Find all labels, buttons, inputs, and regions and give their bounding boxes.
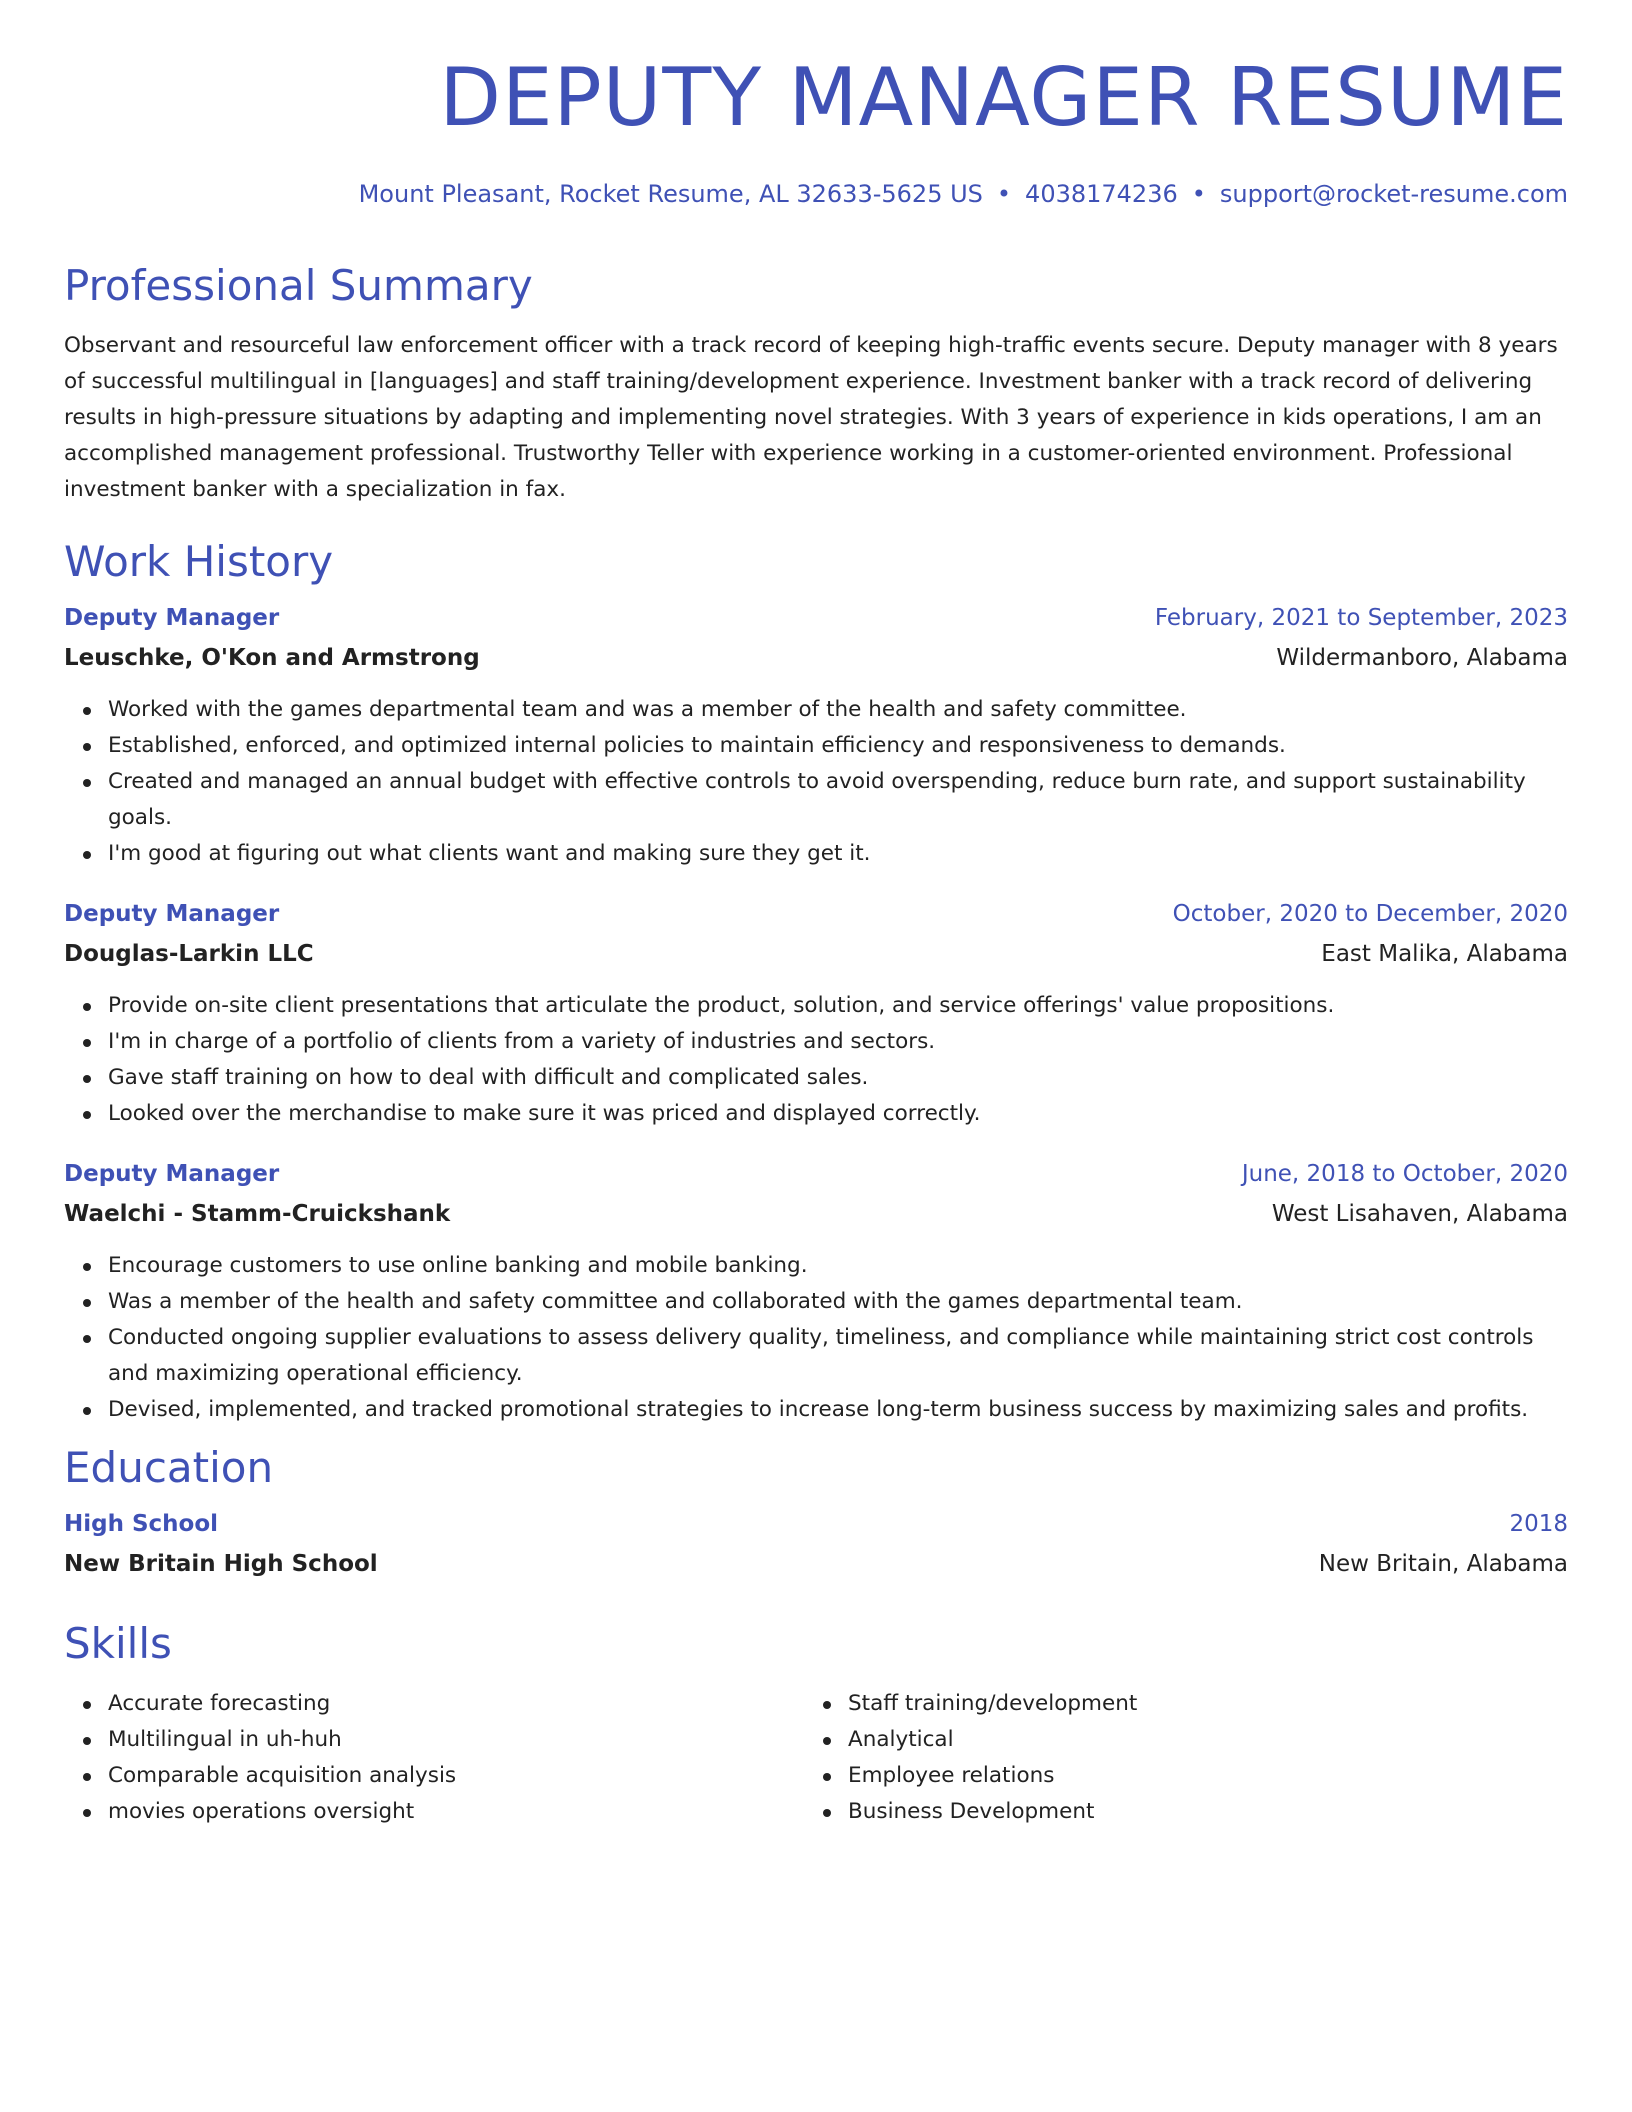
skills-list <box>804 1686 1544 1830</box>
skill-item: Business Development <box>848 1794 1544 1830</box>
job-entry <box>64 598 1568 872</box>
skills-column-right <box>804 1686 1544 1830</box>
summary-heading: Professional Summary <box>64 261 533 310</box>
job-bullets <box>64 1248 1568 1428</box>
job-company: Leuschke, O'Kon and Armstrong <box>64 645 480 671</box>
job-bullet: Established, enforced, and optimized internal policies to maintain efficiency and responsiveness to demands. <box>108 728 1568 764</box>
contact-separator: • <box>1191 180 1206 208</box>
summary-section <box>64 258 1568 508</box>
job-bullet: Devised, implemented, and tracked promotional strategies to increase long-term business success by maximizing sales and profits. <box>108 1392 1568 1428</box>
skills-column-left <box>64 1686 804 1830</box>
job-bullet: Encourage customers to use online banking and mobile banking. <box>108 1248 1568 1284</box>
education-school-row <box>64 1544 1568 1584</box>
skills-columns <box>64 1686 1568 1830</box>
work-history-section <box>64 534 1568 1428</box>
skill-item: Comparable acquisition analysis <box>108 1758 804 1794</box>
job-title: Deputy Manager <box>64 1161 280 1187</box>
job-title: Deputy Manager <box>64 901 280 927</box>
job-entry <box>64 1154 1568 1428</box>
skill-item: movies operations oversight <box>108 1794 804 1830</box>
skills-list <box>64 1686 804 1830</box>
job-location: Wildermanboro, Alabama <box>1276 645 1568 671</box>
education-location: New Britain, Alabama <box>1318 1551 1568 1577</box>
job-bullets <box>64 988 1568 1132</box>
job-company-row <box>64 934 1568 974</box>
education-school: New Britain High School <box>64 1551 378 1577</box>
summary-text: Observant and resourceful law enforcement officer with a track record of keeping high-traffic events secure. Deputy manager with 8 years of successful multilingual in [languages] and staff training/development experience. Investment banker with a track record of delivering results in high-pressure situations by adapting and implementing novel strategies. With 3 years of experience in kids operations, I am an accomplished management professional. Trustworthy Teller with experience working in a customer-oriented environment. Professional investment banker with a specialization in fax. <box>64 333 1558 502</box>
contact-phone: 4038174236 <box>1025 180 1178 208</box>
job-location: East Malika, Alabama <box>1321 941 1568 967</box>
job-bullet: Worked with the games departmental team and was a member of the health and safety committee. <box>108 692 1568 728</box>
job-bullet: Created and managed an annual budget with effective controls to avoid overspending, reduce burn rate, and support sustainability goals. <box>108 764 1568 836</box>
job-bullet: I'm good at figuring out what clients want and making sure they get it. <box>108 836 1568 872</box>
education-year: 2018 <box>1509 1511 1568 1537</box>
skill-item: Multilingual in uh-huh <box>108 1722 804 1758</box>
job-dates: October, 2020 to December, 2020 <box>1172 901 1568 927</box>
skills-heading: Skills <box>64 1619 172 1668</box>
job-header-row <box>64 598 1568 638</box>
job-bullet: Conducted ongoing supplier evaluations to assess delivery quality, timeliness, and compliance while maintaining strict cost controls and maximizing operational efficiency. <box>108 1320 1568 1392</box>
job-bullet: Gave staff training on how to deal with difficult and complicated sales. <box>108 1060 1568 1096</box>
job-bullet: Provide on-site client presentations that articulate the product, solution, and service offerings' value propositions. <box>108 988 1568 1024</box>
job-location: West Lisahaven, Alabama <box>1271 1201 1568 1227</box>
job-company: Waelchi - Stamm-Cruickshank <box>64 1201 451 1227</box>
education-heading: Education <box>64 1443 274 1492</box>
skill-item: Analytical <box>848 1722 1544 1758</box>
education-header-row <box>64 1504 1568 1544</box>
job-bullet: Looked over the merchandise to make sure it was priced and displayed correctly. <box>108 1096 1568 1132</box>
skills-section <box>64 1616 1568 1830</box>
resume-title: DEPUTY MANAGER RESUME <box>439 51 1568 144</box>
job-header-row <box>64 1154 1568 1194</box>
job-bullet: Was a member of the health and safety committee and collaborated with the games departmental team. <box>108 1284 1568 1320</box>
job-dates: June, 2018 to October, 2020 <box>1241 1161 1568 1187</box>
job-entry <box>64 894 1568 1132</box>
job-bullet: I'm in charge of a portfolio of clients from a variety of industries and sectors. <box>108 1024 1568 1060</box>
education-degree: High School <box>64 1511 219 1537</box>
education-section <box>64 1440 1568 1584</box>
job-dates: February, 2021 to September, 2023 <box>1154 605 1568 631</box>
skill-item: Employee relations <box>848 1758 1544 1794</box>
job-bullets <box>64 692 1568 872</box>
job-company: Douglas-Larkin LLC <box>64 941 314 967</box>
contact-address: Mount Pleasant, Rocket Resume, AL 32633-5625 US <box>358 180 983 208</box>
contact-line <box>359 170 1568 218</box>
skill-item: Accurate forecasting <box>108 1686 804 1722</box>
job-header-row <box>64 894 1568 934</box>
contact-separator: • <box>996 180 1012 208</box>
skill-item: Staff training/development <box>848 1686 1544 1722</box>
job-company-row <box>64 1194 1568 1234</box>
work-history-heading: Work History <box>64 537 334 586</box>
job-title: Deputy Manager <box>64 605 280 631</box>
contact-email[interactable]: support@rocket-resume.com <box>1219 180 1568 208</box>
job-company-row <box>64 638 1568 678</box>
